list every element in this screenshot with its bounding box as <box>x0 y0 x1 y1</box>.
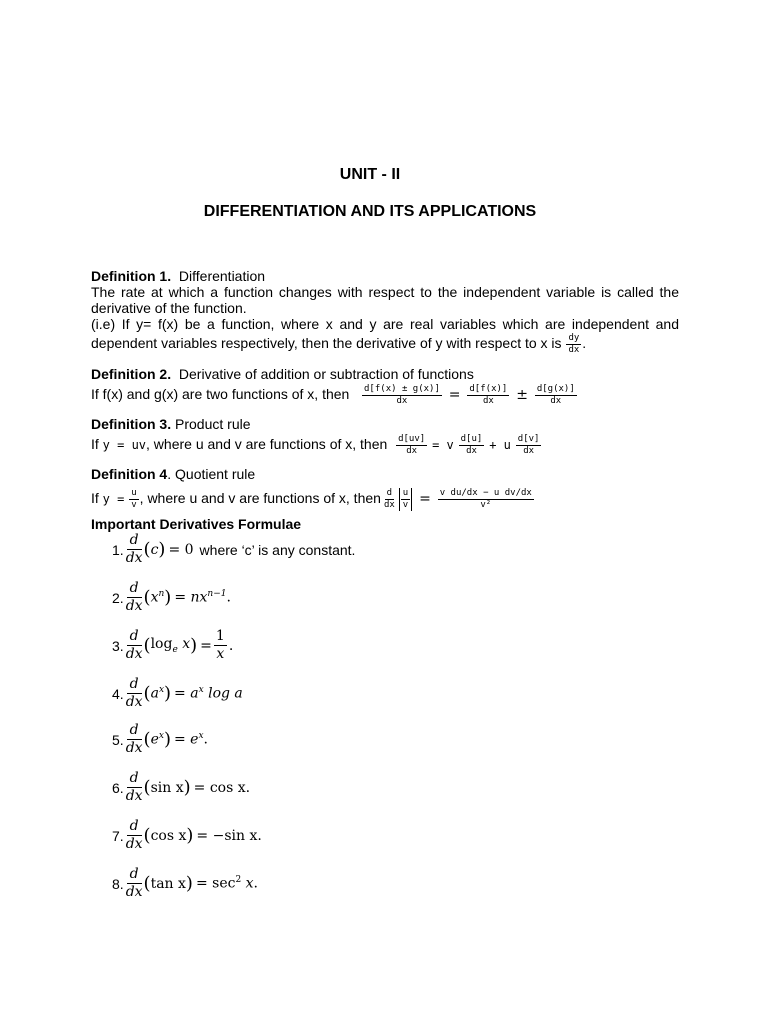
def1-para1: The rate at which a function changes with respect to the independent variable is called the derivative of the function. <box>91 284 679 316</box>
formulae-heading: Important Derivatives Formulae <box>91 516 302 532</box>
d-dx-operator: $\frac{d}{dx}$ <box>125 770 143 804</box>
formula-5: 5. $\frac{d}{dx}$ ( $e^x$ ) = $e^x$. <box>112 722 208 756</box>
formula-8: 8. $\frac{d}{dx}$ ( tan x ) = $\sec^2 x$. <box>112 866 258 900</box>
def3-statement: If y = uv, where u and v are functions of x, then $\frac{d[uv]}{dx}$ = v $\frac{d[u]}{dx}$ + u $\frac{d[v]}{dx}$ <box>91 434 540 456</box>
def1-para2: (i.e) If y= f(x) be a function, where x and y are real variables which are independent and dependent variables respectively, then the derivative of y with respect to x is $\frac{dy}{dx}$ . <box>91 316 679 355</box>
def2-name: Derivative of addition or subtraction of functions <box>178 366 474 382</box>
definition-3 <box>91 416 679 457</box>
def2-term2-fraction: $\frac{d[g(x)]}{dx}$ <box>536 384 575 406</box>
d-dx-operator: $\frac{d}{dx}$ <box>125 676 143 710</box>
def3-label: Definition 3. <box>91 416 172 432</box>
def3-lhs-fraction: $\frac{d[uv]}{dx}$ <box>398 434 426 456</box>
d-dx-operator: $\frac{d}{dx}$ <box>125 532 143 566</box>
dy-dx-fraction: $\frac{dy}{dx}$ <box>568 333 580 355</box>
def4-bracket-u-over-v: $\frac{u}{v}$ <box>399 488 412 511</box>
def4-d-dx: $\frac{d}{dx}$ <box>383 488 395 510</box>
chapter-title: DIFFERENTIATION AND ITS APPLICATIONS <box>203 203 537 220</box>
def4-name: . Quotient rule <box>167 466 256 482</box>
def1-label: Definition 1. <box>91 268 172 284</box>
definition-4 <box>91 466 679 511</box>
formula-7: 7. $\frac{d}{dx}$ ( cos x ) = −sin x . <box>112 818 262 852</box>
def4-statement: If y = $\frac{u}{v}$ , where u and v are functions of x, then $\frac{d}{dx}$ $\frac{u}{v}$ = $\frac{\text{v du/dx − u dv/dx}}{\text{v²}}$ <box>91 488 532 510</box>
formula-1: 1. $\frac{d}{dx}$ ( c ) = 0 where ‘c’ is any constant. <box>112 532 356 566</box>
formula-3: 3. $\frac{d}{dx}$ ( $\log_e x$ ) = $\frac{1}{x}$ . <box>112 628 234 662</box>
d-dx-operator: $\frac{d}{dx}$ <box>125 580 143 614</box>
def2-statement: If f(x) and g(x) are two functions of x, then $\frac{d[f(x) \pm g(x)]}{dx}$ = $\frac{d[f(x)]}{dx}$ ± $\frac{d[g(x)]}{dx}$ <box>91 384 575 406</box>
formula-2: 2. $\frac{d}{dx}$ ( $x^n$ ) = $nx^{n-1}$. <box>112 580 231 614</box>
def4-rhs-fraction: $\frac{\text{v du/dx − u dv/dx}}{\text{v²}}$ <box>439 488 532 510</box>
def4-u-over-v: $\frac{u}{v}$ <box>131 488 137 510</box>
def4-label: Definition 4 <box>91 466 168 482</box>
unit-heading: UNIT - II <box>339 166 401 183</box>
d-dx-operator: $\frac{d}{dx}$ <box>125 818 143 852</box>
def1-para2-text: (i.e) If y= f(x) be a function, where x and y are real variables which are independent and dependent variables respectively, then the derivative of y with respect to x is <box>91 316 679 352</box>
d-dx-operator: $\frac{d}{dx}$ <box>125 866 143 900</box>
def3-name: Product rule <box>175 416 251 432</box>
d-dx-operator: $\frac{d}{dx}$ <box>125 722 143 756</box>
def3-term2-fraction: $\frac{d[v]}{dx}$ <box>517 434 540 456</box>
d-dx-operator: $\frac{d}{dx}$ <box>125 628 143 662</box>
formula-4: 4. $\frac{d}{dx}$ ( $a^x$ ) = $a^x$ log a <box>112 676 243 710</box>
def3-term1-fraction: $\frac{d[u]}{dx}$ <box>460 434 483 456</box>
def2-term1-fraction: $\frac{d[f(x)]}{dx}$ <box>469 384 508 406</box>
one-over-x-fraction: $\frac{1}{x}$ <box>215 628 225 662</box>
definition-2 <box>91 366 679 407</box>
formula-6: 6. $\frac{d}{dx}$ ( sin x ) = cos x . <box>112 770 251 804</box>
def2-label: Definition 2. <box>91 366 172 382</box>
def2-lhs-fraction: $\frac{d[f(x) \pm g(x)]}{dx}$ <box>364 384 440 406</box>
def1-name: Differentiation <box>178 268 266 284</box>
definition-1 <box>91 268 679 356</box>
